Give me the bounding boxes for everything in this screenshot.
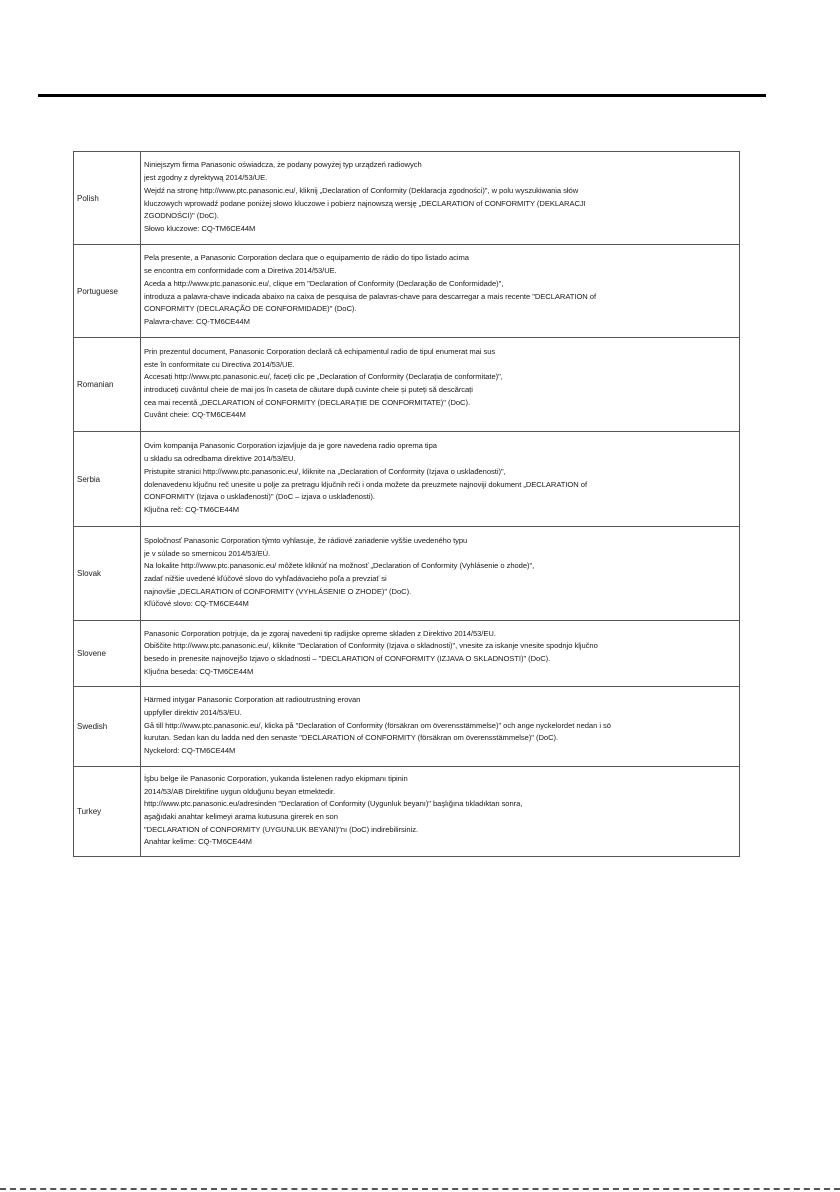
declaration-line: u skladu sa odredbama direktive 2014/53/EU. — [144, 454, 296, 464]
language-row — [74, 152, 740, 245]
declaration-text — [141, 245, 740, 338]
declaration-line: kurutan. Sedan kan du ladda ned den senaste "DECLARATION of CONFORMITY (försäkran om överensstämmelse)" (DoC). — [144, 733, 559, 743]
declaration-line: Palavra-chave: CQ-TM6CE44M — [144, 316, 250, 326]
declaration-line: Na lokalite http://www.ptc.panasonic.eu/ môžete kliknúť na možnosť „Declaration of Conformity (Vyhlásenie o zhode)", — [144, 561, 535, 571]
language-row — [74, 621, 740, 687]
declaration-line: Aceda a http://www.ptc.panasonic.eu/, clique em "Declaration of Conformity (Declaração de Conformidade)", — [144, 278, 504, 288]
declaration-text — [141, 687, 740, 767]
declaration-line: Słowo kluczowe: CQ-TM6CE44M — [144, 223, 256, 233]
declaration-line: Obiščite http://www.ptc.panasonic.eu/, kliknite "Declaration of Conformity (Izjava o skladnosti)", vnesite za iskanje vnesite spodnjo ključno — [144, 641, 598, 651]
declaration-line: Prin prezentul document, Panasonic Corporation declară că echipamentul radio de tipul enumerat mai sus — [144, 346, 496, 356]
declaration-text — [141, 527, 740, 621]
declaration-line: Wejdź na stronę http://www.ptc.panasonic.eu/, kliknij „Declaration of Conformity (Deklaracja zgodności)", w polu wyszukiwania słów — [144, 185, 579, 195]
bottom-rule — [0, 1188, 840, 1190]
declaration-line: introduza a palavra-chave indicada abaixo na caixa de pesquisa de palavras-chave para descarregar a mais recente "DECLARATION of — [144, 291, 597, 301]
language-row — [74, 338, 740, 432]
declaration-line: Anahtar kelime: CQ-TM6CE44M — [144, 837, 252, 847]
declaration-text — [141, 338, 740, 432]
declaration-line: Gå till http://www.ptc.panasonic.eu/, klicka på "Declaration of Conformity (försäkran om överensstämmelse)" och ange nyckelordet nedan i sö — [144, 720, 611, 730]
language-label: Polish — [74, 152, 141, 245]
top-rule — [38, 94, 766, 97]
declaration-line: Nyckelord: CQ-TM6CE44M — [144, 746, 236, 756]
language-label: Slovak — [74, 527, 141, 621]
language-label: Portuguese — [74, 245, 141, 338]
declaration-line: Härmed intygar Panasonic Corporation att radioutrustning erovan — [144, 695, 361, 705]
declaration-line: http://www.ptc.panasonic.eu/adresinden "Declaration of Conformity (Uygunluk beyanı)" başlığına tıkladıktan sonra, — [144, 799, 523, 809]
declaration-line: Kľúčové slovo: CQ-TM6CE44M — [144, 599, 249, 609]
declaration-line: se encontra em conformidade com a Diretiva 2014/53/UE. — [144, 266, 337, 276]
declaration-line: este în conformitate cu Directiva 2014/53/UE. — [144, 359, 295, 369]
declaration-line: İşbu belge ile Panasonic Corporation, yukarıda listelenen radyo ekipmanı tipinin — [144, 773, 408, 783]
declaration-line: zadať nižšie uvedené kľúčové slovo do vyhľadávacieho poľa a prevziať si — [144, 574, 387, 583]
declaration-line: besedo in prenesite najnovejšo Izjavo o skladnosti – "DECLARATION of CONFORMITY (IZJAVA O SKLADNOSTI)" (DoC). — [144, 654, 551, 663]
language-row — [74, 527, 740, 621]
declaration-line: cea mai recentă „DECLARATION of CONFORMITY (DECLARAȚIE DE CONFORMITATE)" (DoC). — [144, 397, 471, 407]
language-label: Romanian — [74, 338, 141, 432]
language-label: Turkey — [74, 767, 141, 857]
declaration-line: 2014/53/AB Direktifine uygun olduğunu beyan etmektedir. — [144, 786, 336, 796]
declaration-line: Ključna beseda: CQ-TM6CE44M — [144, 666, 254, 676]
declaration-line: Panasonic Corporation potrjuje, da je zgoraj navedeni tip radijske opreme skladen z Direktivo 2014/53/EU. — [144, 628, 496, 638]
language-row — [74, 245, 740, 338]
language-label: Slovene — [74, 621, 141, 687]
language-label: Swedish — [74, 687, 141, 767]
declaration-line: aşağıdaki anahtar kelimeyi arama kutusuna girerek en son — [144, 812, 338, 821]
declaration-line: ZGODNOŚCI)" (DoC). — [144, 211, 219, 221]
declaration-table — [73, 151, 740, 857]
declaration-line: CONFORMITY (Izjava o usklađenosti)" (DoC – izjava o usklađenosti). — [144, 492, 375, 502]
declaration-line: dolenavedenu ključnu reč unesite u polje za pretragu ključnih reči i onda možete da preuzmete najnoviji dokument „DECLARATION of — [144, 479, 588, 489]
language-row — [74, 432, 740, 527]
declaration-text — [141, 152, 740, 245]
declaration-line: Pela presente, a Panasonic Corporation declara que o equipamento de rádio do tipo listado acima — [144, 253, 469, 263]
declaration-line: Accesați http://www.ptc.panasonic.eu/, faceți clic pe „Declaration of Conformity (Declarația de conformitate)", — [144, 372, 503, 382]
declaration-text — [141, 432, 740, 527]
language-row — [74, 767, 740, 857]
declaration-line: je v súlade so smernicou 2014/53/EÚ. — [144, 548, 271, 558]
declaration-text — [141, 767, 740, 857]
language-label: Serbia — [74, 432, 141, 527]
declaration-line: Pristupite stranici http://www.ptc.panasonic.eu/, kliknite na „Declaration of Conformity (Izjava o usklađenosti)", — [144, 466, 506, 476]
declaration-line: Ključna reč: CQ-TM6CE44M — [144, 504, 240, 514]
declaration-line: uppfyller direktiv 2014/53/EU. — [144, 707, 242, 717]
declaration-line: Niniejszym firma Panasonic oświadcza, że podany powyżej typ urządzeń radiowych — [144, 160, 422, 170]
declaration-line: CONFORMITY (DECLARAÇÃO DE CONFORMIDADE)" (DoC). — [144, 304, 357, 314]
declaration-line: kluczowych wprowadź podane poniżej słowo kluczowe i pobierz najnowszą wersję „DECLARATION of CONFORMITY (DEKLARACJI — [144, 198, 586, 208]
declaration-line: Spoločnosť Panasonic Corporation týmto vyhlasuje, že rádiové zariadenie vyššie uvedeného typu — [144, 535, 468, 545]
declaration-line: Ovim kompanija Panasonic Corporation izjavljuje da je gore navedena radio oprema tipa — [144, 441, 437, 451]
declaration-line: introduceți cuvântul cheie de mai jos în caseta de căutare după cuvinte cheie și puteți să descărcați — [144, 385, 473, 394]
declaration-line: jest zgodny z dyrektywą 2014/53/UE. — [144, 173, 268, 183]
language-row — [74, 687, 740, 767]
declaration-text — [141, 621, 740, 687]
declaration-line: "DECLARATION of CONFORMITY (UYGUNLUK BEYANI)"nı (DoC) indirebilirsiniz. — [144, 824, 418, 834]
declaration-line: najnovšie „DECLARATION of CONFORMITY (VYHLÁSENIE O ZHODE)" (DoC). — [144, 586, 412, 596]
declaration-line: Cuvânt cheie: CQ-TM6CE44M — [144, 410, 246, 420]
